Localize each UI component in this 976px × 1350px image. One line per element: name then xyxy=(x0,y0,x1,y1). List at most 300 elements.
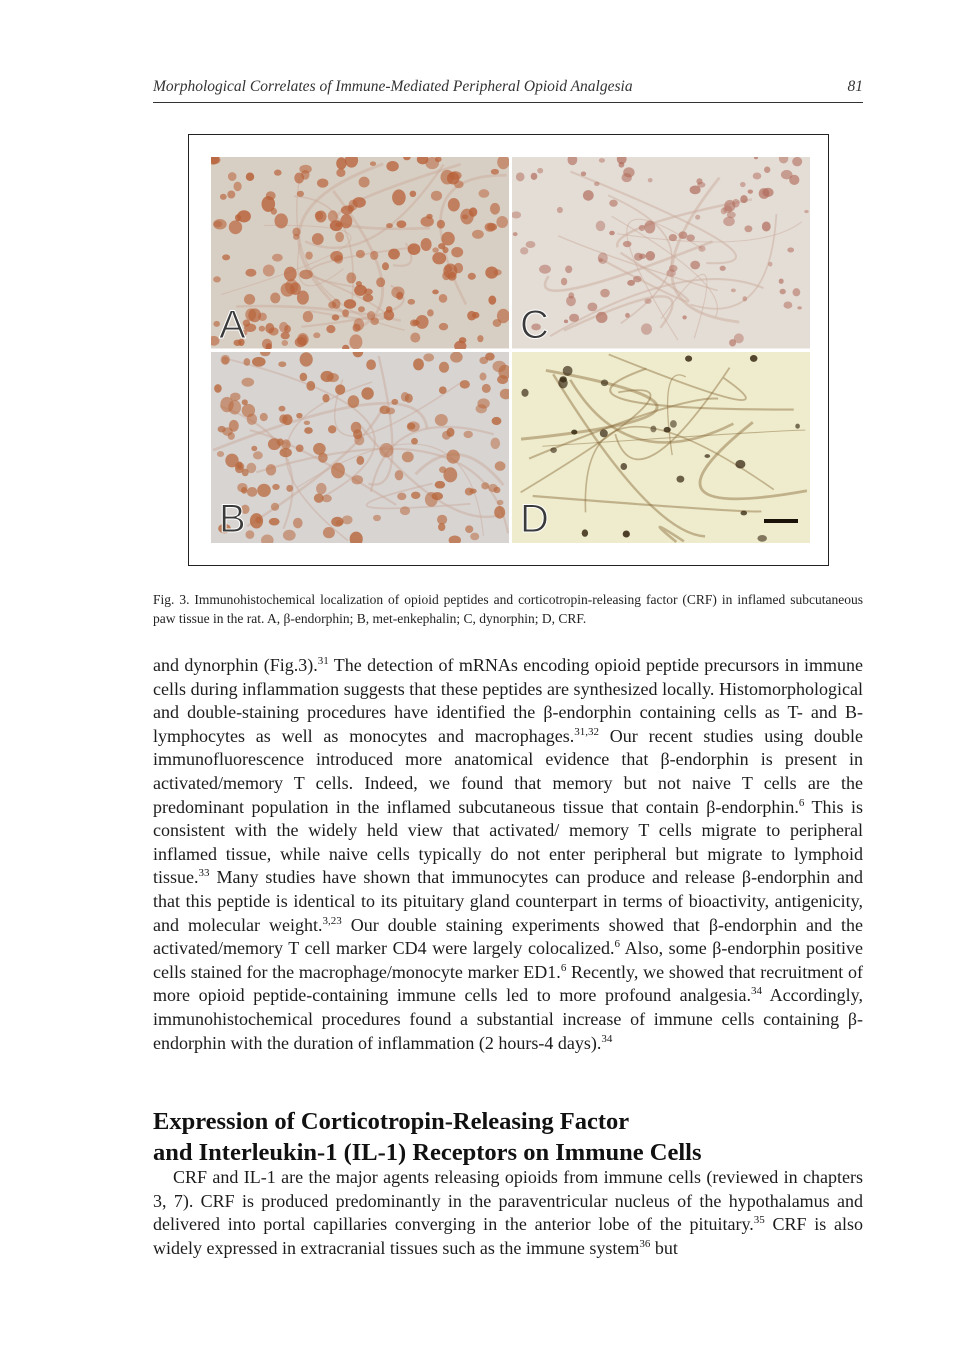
stained-cell xyxy=(281,283,295,297)
stained-cell xyxy=(421,238,432,251)
stained-cell xyxy=(405,393,413,402)
stained-cell xyxy=(472,312,479,319)
stained-cell xyxy=(468,273,476,280)
stained-cell xyxy=(497,375,508,384)
stained-cell xyxy=(407,422,415,429)
stained-cell xyxy=(293,517,303,528)
stained-cell xyxy=(410,191,417,197)
stained-cell xyxy=(213,276,221,282)
paragraph-crf-il1 xyxy=(153,1166,863,1260)
stained-cell xyxy=(470,488,477,493)
stained-cell xyxy=(677,475,685,482)
citation: 31 xyxy=(317,655,329,667)
stained-cell xyxy=(795,423,800,428)
stained-cell xyxy=(557,207,563,213)
stained-cell xyxy=(583,190,594,201)
stained-cell xyxy=(744,225,752,232)
stained-cell xyxy=(379,443,393,457)
stained-cell xyxy=(496,216,508,228)
stained-cell xyxy=(598,252,608,263)
stained-cell xyxy=(279,405,286,411)
stained-cell xyxy=(340,214,352,228)
stained-cell xyxy=(220,396,233,411)
stained-cell xyxy=(382,262,389,270)
stained-cell xyxy=(743,296,748,301)
stained-cell xyxy=(492,416,502,424)
stained-cell xyxy=(621,462,628,469)
text-segment: Recently, we showed that recruitment of more opioid peptide-containing immune cells led to more profound analgesia. xyxy=(153,961,863,1006)
citation: 6 xyxy=(798,796,805,809)
stained-cell xyxy=(439,294,448,303)
stained-cell xyxy=(358,306,365,312)
stained-cell xyxy=(293,234,299,240)
stained-cell xyxy=(633,276,642,283)
stained-cell xyxy=(762,221,771,231)
text-segment: CRF and IL-1 are the major agents releasing opioids from immune cells (reviewed in chapters 3, 7). CRF is produced predominantly in the paraventricular nucleus of the hypothalamus and delivered into portal capillaries converging in the anterior lobe of the pituitary. xyxy=(153,1167,863,1235)
stained-cell xyxy=(432,247,439,252)
stained-cell xyxy=(272,254,283,262)
stained-cell xyxy=(582,529,588,536)
stained-cell xyxy=(426,214,432,219)
stained-cell xyxy=(723,217,735,227)
stained-cell xyxy=(235,464,244,473)
panel-c xyxy=(512,157,810,349)
page-number: 81 xyxy=(847,78,863,95)
stained-cell xyxy=(397,492,406,499)
body-paragraph xyxy=(153,654,863,1055)
stained-cell xyxy=(416,315,429,329)
stained-cell xyxy=(696,178,702,184)
stained-cell xyxy=(299,165,311,174)
stained-cell xyxy=(392,189,406,205)
stained-cell xyxy=(494,506,505,519)
stained-cell xyxy=(266,191,276,200)
stained-cell xyxy=(269,517,280,525)
stained-cell xyxy=(351,421,361,433)
panel-b-label: B xyxy=(219,497,246,541)
stained-cell xyxy=(241,486,247,493)
stained-cell xyxy=(435,413,448,425)
stained-cell xyxy=(526,241,536,248)
stained-cell xyxy=(367,311,375,320)
stained-cell xyxy=(391,398,398,404)
stained-cell xyxy=(410,332,420,342)
stained-cell xyxy=(386,223,393,228)
stained-cell xyxy=(400,506,410,515)
stained-cell xyxy=(366,359,376,370)
stained-cell xyxy=(682,315,686,319)
stained-cell xyxy=(396,220,406,228)
stained-cell xyxy=(678,231,687,239)
stained-cell xyxy=(331,462,345,478)
stained-cell xyxy=(281,332,290,339)
stained-cell xyxy=(411,491,420,498)
stained-cell xyxy=(246,173,254,181)
stained-cell xyxy=(280,447,292,456)
stained-cell xyxy=(427,309,434,316)
stained-cell xyxy=(792,157,802,166)
citation: 33 xyxy=(198,867,210,880)
stained-cell xyxy=(386,161,398,171)
stained-cell xyxy=(729,339,736,346)
stained-cell xyxy=(353,197,366,208)
stained-cell xyxy=(479,189,490,198)
stained-cell xyxy=(305,251,312,259)
stained-cell xyxy=(741,510,748,515)
figure-caption: Fig. 3. Immunohistochemical localization of opioid peptides and corticotropin-releasing factor (CRF) in inflamed subcutaneous paw tissue in the rat. A, β-endorphin; B, met-enkephalin; C, dynorphin; D, CRF. xyxy=(153,592,863,626)
figure-3 xyxy=(188,134,829,566)
stained-cell xyxy=(342,309,349,317)
stained-cell xyxy=(670,420,677,428)
stained-cell xyxy=(227,190,235,198)
stained-cell xyxy=(379,405,389,414)
stained-cell xyxy=(354,434,364,444)
stained-cell xyxy=(757,534,767,541)
stained-cell xyxy=(438,523,445,531)
stained-cell xyxy=(571,429,577,434)
stained-cell xyxy=(235,214,241,221)
text-segment: but xyxy=(650,1237,678,1258)
panel-d xyxy=(512,352,810,544)
stained-cell xyxy=(300,372,308,380)
stained-cell xyxy=(797,306,801,309)
stained-cell xyxy=(609,231,615,236)
stained-cell xyxy=(687,234,695,241)
stained-cell xyxy=(448,198,460,211)
stained-cell xyxy=(581,171,586,176)
stained-cell xyxy=(488,483,497,491)
stained-cell xyxy=(363,294,374,302)
stained-cell xyxy=(487,223,497,231)
stained-cell xyxy=(335,384,345,394)
stained-cell xyxy=(297,191,304,197)
stained-cell xyxy=(764,167,770,173)
stained-cell xyxy=(346,272,356,283)
stained-cell xyxy=(569,314,579,322)
stained-cell xyxy=(447,427,455,436)
stained-cell xyxy=(558,377,567,388)
stained-cell xyxy=(539,265,551,274)
stained-cell xyxy=(639,225,645,231)
stained-cell xyxy=(565,265,572,273)
stained-cell xyxy=(705,454,711,458)
paragraph-opioid-cells xyxy=(153,654,863,1055)
stained-cell xyxy=(521,388,528,396)
stained-cell xyxy=(408,243,421,255)
stained-cell xyxy=(395,470,404,480)
stained-cell xyxy=(442,271,450,280)
stained-cell xyxy=(246,530,255,539)
stained-cell xyxy=(356,455,364,464)
stained-cell xyxy=(759,188,770,199)
citation: 34 xyxy=(751,985,763,998)
stained-cell xyxy=(594,182,600,186)
stained-cell xyxy=(495,461,506,471)
stained-cell xyxy=(326,325,335,333)
stained-cell xyxy=(513,232,518,236)
panel-a xyxy=(211,157,509,349)
stained-cell xyxy=(464,430,473,437)
stained-cell xyxy=(361,387,373,399)
section-heading-line-1: Expression of Corticotropin-Releasing Factor xyxy=(153,1108,630,1135)
stained-cell xyxy=(257,483,271,496)
stained-cell xyxy=(564,320,568,324)
stained-cell xyxy=(376,277,385,287)
stained-cell xyxy=(277,438,284,445)
stained-cell xyxy=(242,377,255,386)
stained-cell xyxy=(265,323,274,333)
stained-cell xyxy=(234,182,242,192)
stained-cell xyxy=(335,223,341,227)
stained-cell xyxy=(596,312,608,323)
stained-cell xyxy=(272,483,279,489)
stained-cell xyxy=(451,247,463,257)
stained-cell xyxy=(323,527,335,538)
stained-cell xyxy=(804,210,808,213)
stained-cell xyxy=(221,354,230,364)
stained-cell xyxy=(491,437,501,448)
panel-b xyxy=(211,352,509,544)
text-segment: This is consistent with the widely held view that activated/ memory T cells migrate to peripheral inflamed tissue, while naive cells typically do not enter peripheral but migrate to lymphoid tissue. xyxy=(153,796,863,888)
citation: 6 xyxy=(560,961,567,974)
stained-cell xyxy=(481,482,489,489)
stained-cell xyxy=(432,252,446,264)
stained-cell xyxy=(303,311,313,322)
running-title: Morphological Correlates of Immune-Mediated Peripheral Opioid Analgesia xyxy=(153,78,633,95)
stained-cell xyxy=(312,233,324,245)
stained-cell xyxy=(450,352,463,363)
stained-cell xyxy=(318,452,328,462)
stained-cell xyxy=(315,210,326,222)
stained-cell xyxy=(359,177,370,188)
stained-cell xyxy=(600,429,608,437)
stained-cell xyxy=(322,394,329,402)
stained-cell xyxy=(354,285,367,296)
stained-cell xyxy=(568,292,574,298)
stained-cell xyxy=(402,451,414,462)
stained-cell xyxy=(229,220,242,234)
stained-cell xyxy=(787,247,794,252)
stained-cell xyxy=(313,332,320,338)
stained-cell xyxy=(698,246,705,252)
stained-cell xyxy=(266,464,276,475)
citation: 31,32 xyxy=(574,725,599,738)
stained-cell xyxy=(278,361,286,367)
stained-cell xyxy=(294,172,304,183)
stained-cell xyxy=(220,194,227,200)
stained-cell xyxy=(250,513,263,528)
text-segment: Many studies have shown that immunocytes can produce and release β-endorphin and that this peptide is identical to its pituitary gland counterpart in terms of bioactivity, antigenicity, and molecular weight. xyxy=(153,867,863,935)
panel-a-micrograph xyxy=(211,157,509,349)
stained-cell xyxy=(242,403,255,416)
stained-cell xyxy=(641,323,652,334)
stained-cell xyxy=(271,502,279,510)
stained-cell xyxy=(283,529,296,540)
stained-cell xyxy=(477,335,483,342)
stained-cell xyxy=(413,358,424,370)
stained-cell xyxy=(373,514,381,520)
panel-c-micrograph xyxy=(512,157,810,349)
stained-cell xyxy=(435,480,446,488)
stained-cell xyxy=(748,189,753,193)
stained-cell xyxy=(388,249,400,260)
stained-cell xyxy=(646,251,656,261)
stained-cell xyxy=(470,532,479,540)
stained-cell xyxy=(600,289,610,298)
stained-cell xyxy=(322,494,332,502)
running-header xyxy=(153,78,863,103)
stained-cell xyxy=(648,178,653,182)
stained-cell xyxy=(304,427,313,434)
stained-cell xyxy=(384,310,395,321)
panel-a-label: A xyxy=(219,302,246,347)
stained-cell xyxy=(259,326,265,332)
stained-cell xyxy=(316,482,326,494)
stained-cell xyxy=(284,325,291,333)
stained-cell xyxy=(352,475,364,484)
text-segment: CRF is also widely expressed in extracranial tissues such as the immune system xyxy=(153,1214,863,1258)
stained-cell xyxy=(425,491,438,506)
stained-cell xyxy=(344,299,356,309)
stained-cell xyxy=(321,370,334,381)
stained-cell xyxy=(328,425,336,433)
stained-cell xyxy=(432,290,439,295)
stained-cell xyxy=(454,180,464,188)
stained-cell xyxy=(328,210,338,222)
stained-cell xyxy=(330,251,343,262)
stained-cell xyxy=(441,170,455,185)
stained-cell xyxy=(447,449,460,463)
stained-cell xyxy=(550,447,557,453)
stained-cell xyxy=(270,293,280,304)
stained-cell xyxy=(625,313,630,318)
stained-cell xyxy=(493,360,507,371)
text-segment: The detection of mRNAs encoding opioid peptide precursors in immune cells during inflammation suggests that these peptides are synthesized locally. Histomorphological and double-staining procedures have identified the β-endorphin containing cells as T- and B-lymphocytes as well as monocytes and macrophages. xyxy=(153,655,864,746)
stained-cell xyxy=(561,278,567,286)
citation: 36 xyxy=(639,1237,651,1250)
stained-cell xyxy=(217,450,224,456)
stained-cell xyxy=(520,247,528,254)
stained-cell xyxy=(263,264,275,276)
stained-cell xyxy=(336,169,345,177)
stained-cell xyxy=(296,444,304,452)
stained-cell xyxy=(491,169,499,175)
stained-cell xyxy=(485,352,495,360)
stained-cell xyxy=(789,175,799,185)
stained-cell xyxy=(282,340,289,346)
stained-cell xyxy=(439,361,449,372)
stained-cell xyxy=(740,195,747,203)
stained-cell xyxy=(297,333,309,346)
stained-cell xyxy=(690,185,701,194)
stained-cell xyxy=(296,412,302,418)
stained-cell xyxy=(306,380,315,390)
stained-cell xyxy=(356,250,365,258)
stained-cell xyxy=(587,302,597,311)
stained-cell xyxy=(601,379,608,386)
stained-cell xyxy=(284,267,297,282)
stained-cell xyxy=(445,265,453,272)
stained-cell xyxy=(299,270,312,280)
section-heading xyxy=(153,1106,863,1168)
stained-cell xyxy=(690,261,700,270)
stained-cell xyxy=(214,221,223,228)
stained-cell xyxy=(396,292,403,300)
stained-cell xyxy=(493,319,502,327)
stained-cell xyxy=(750,355,758,362)
stained-cell xyxy=(431,191,442,201)
stained-cell xyxy=(695,215,700,220)
stained-cell xyxy=(462,214,468,219)
stained-cell xyxy=(644,298,651,303)
stained-cell xyxy=(609,200,617,207)
stained-cell xyxy=(342,515,353,524)
stained-cell xyxy=(300,352,313,366)
stained-cell xyxy=(442,247,448,253)
panel-b-micrograph xyxy=(211,352,509,544)
stained-cell xyxy=(731,288,736,292)
stained-cell xyxy=(780,289,786,295)
stained-cell xyxy=(516,172,525,181)
stained-cell xyxy=(596,221,606,231)
stained-cell xyxy=(779,279,784,284)
stained-cell xyxy=(260,412,268,420)
stained-cell xyxy=(251,445,257,450)
stained-cell xyxy=(253,451,263,459)
stained-cell xyxy=(408,299,416,305)
stained-cell xyxy=(732,199,739,208)
stained-cell xyxy=(669,234,677,241)
stained-cell xyxy=(336,157,346,169)
stained-cell xyxy=(669,265,677,272)
stained-cell xyxy=(370,161,376,166)
stained-cell xyxy=(727,212,736,219)
stained-cell xyxy=(740,182,746,187)
stained-cell xyxy=(477,398,489,408)
stained-cell xyxy=(244,358,251,366)
stained-cell xyxy=(271,208,277,215)
citation: 3,23 xyxy=(322,914,342,927)
stained-cell xyxy=(252,356,266,366)
stained-cell xyxy=(768,262,772,267)
stained-cell xyxy=(411,437,418,444)
stained-cell xyxy=(332,299,341,309)
stained-cell xyxy=(497,499,504,504)
panel-c-label: C xyxy=(520,302,549,347)
stained-cell xyxy=(664,426,671,432)
stained-cell xyxy=(247,486,257,496)
citation: 35 xyxy=(753,1214,765,1227)
stained-cell xyxy=(623,530,630,537)
stained-cell xyxy=(336,519,343,525)
stained-cell xyxy=(531,173,538,180)
stained-cell xyxy=(537,168,543,174)
stained-cell xyxy=(423,353,434,361)
stained-cell xyxy=(639,254,646,259)
stained-cell xyxy=(222,254,230,260)
stained-cell xyxy=(279,414,287,423)
stained-cell xyxy=(599,158,605,163)
stained-cell xyxy=(720,266,726,271)
figure-panels xyxy=(211,157,810,543)
panel-d-micrograph xyxy=(512,352,810,544)
stained-cell xyxy=(228,172,237,181)
stained-cell xyxy=(753,172,762,179)
section-paragraph xyxy=(153,1166,863,1260)
text-segment: Our double staining experiments showed that β-endorphin and the activated/memory T cell marker CD4 were largely colocalized. xyxy=(153,914,863,959)
stained-cell xyxy=(332,314,340,320)
stained-cell xyxy=(274,170,282,176)
